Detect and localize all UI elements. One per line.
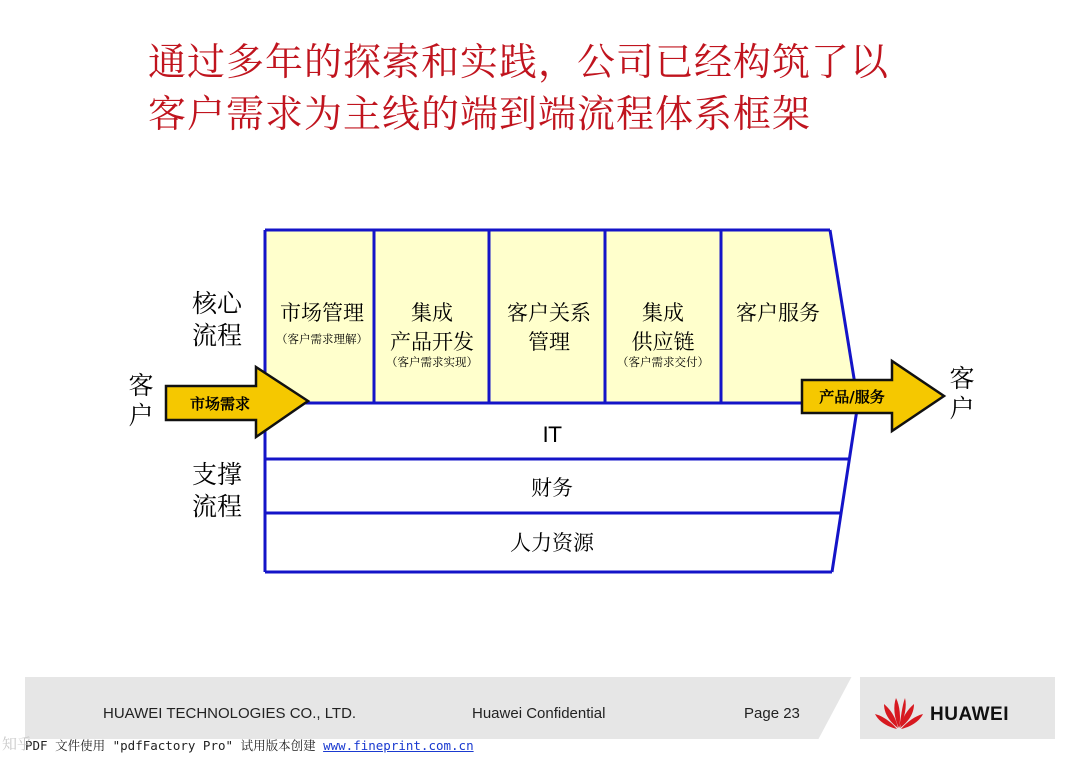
title-line-1: 通过多年的探索和实践，公司已经构筑了以	[148, 40, 890, 84]
core-process-3-name-line2: 管理	[528, 330, 570, 354]
core-process-2-name-line1: 集成	[411, 301, 453, 325]
left-customer-line2: 户	[128, 401, 154, 430]
core-process-3-name-line1: 客户关系	[507, 301, 591, 325]
core-process-2-subtitle: （客户需求实现）	[386, 355, 478, 369]
core-process-2-name-line2: 产品开发	[390, 330, 474, 354]
core-label-line2: 流程	[191, 321, 243, 350]
right-customer-line2: 户	[949, 394, 975, 423]
left-customer-line1: 客	[128, 371, 154, 400]
title-line-2: 客户需求为主线的端到端流程体系框架	[148, 92, 812, 136]
support-label-line1: 支撑	[191, 460, 243, 489]
core-process-4-name-line2: 供应链	[631, 330, 695, 354]
footer-company: HUAWEI TECHNOLOGIES CO., LTD.	[103, 705, 357, 722]
core-process-4-subtitle: （客户需求交付）	[617, 355, 709, 369]
pdf-note-link[interactable]: www.fineprint.com.cn	[323, 738, 474, 753]
core-process-1-name-line1: 市场管理	[280, 301, 364, 325]
support-process-it: IT	[542, 423, 562, 447]
pdf-note-text: PDF 文件使用 "pdfFactory Pro" 试用版本创建	[25, 738, 324, 753]
core-process-1-subtitle: （客户需求理解）	[276, 332, 368, 346]
support-process-hr: 人力资源	[510, 531, 594, 555]
core-process-5-name-line1: 客户服务	[736, 301, 820, 325]
huawei-logo-text: HUAWEI	[930, 704, 1009, 725]
support-process-finance: 财务	[531, 476, 573, 500]
input-arrow-label: 市场需求	[189, 395, 251, 413]
footer-confidential: Huawei Confidential	[472, 705, 606, 722]
footer-page-number: Page 23	[744, 705, 800, 722]
support-label-line2: 流程	[191, 492, 243, 521]
pdf-factory-note	[25, 736, 474, 754]
output-arrow-label: 产品/服务	[819, 388, 885, 406]
huawei-petal-logo-icon	[872, 694, 926, 730]
core-process-4-name-line1: 集成	[642, 301, 684, 325]
right-customer-line1: 客	[949, 364, 975, 393]
core-label-line1: 核心	[191, 289, 243, 318]
watermark-text: 知乎	[2, 735, 33, 753]
